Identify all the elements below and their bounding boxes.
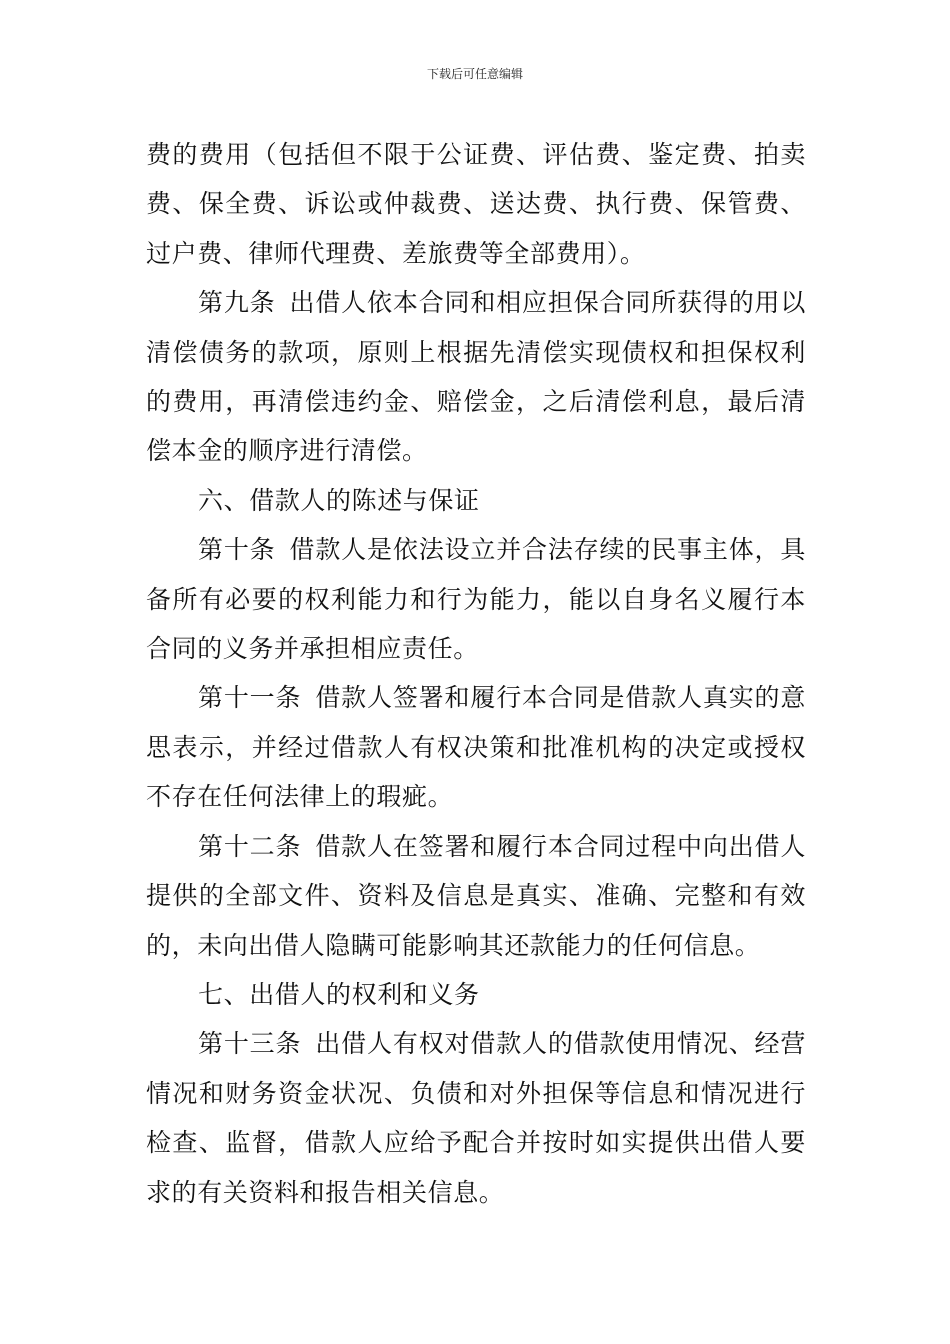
article-text: 出借人依本合同和相应担保合同所获得的用以清偿债务的款项，原则上根据先清偿实现债权和担保权利的费用，再清偿违约金、赔偿金，之后清偿利息，最后清偿本金的顺序进行清偿。 [146,288,806,466]
document-body [146,130,806,1217]
article-label: 第十二条 [198,831,302,861]
paragraph-text: 费的费用（包括但不限于公证费、评估费、鉴定费、拍卖费、保全费、诉讼或仲裁费、送达费、执行费、保管费、过户费、律师代理费、差旅费等全部费用）。 [146,140,806,268]
article-label: 第十一条 [198,683,302,713]
article-text: 借款人在签署和履行本合同过程中向出借人提供的全部文件、资料及信息是真实、准确、完整和有效的，未向出借人隐瞒可能影响其还款能力的任何信息。 [146,831,806,960]
article-label: 第十条 [198,535,276,565]
article-13 [146,1019,806,1217]
article-text: 借款人签署和履行本合同是借款人真实的意思表示，并经过借款人有权决策和批准机构的决定或授权不存在任何法律上的瑕疵。 [146,683,806,812]
paragraph-continuation [146,130,806,278]
section-heading-text: 六、借款人的陈述与保证 [198,485,480,515]
section-heading-text: 七、出借人的权利和义务 [198,979,480,1009]
section-heading-6 [146,476,806,525]
article-label: 第十三条 [198,1029,302,1059]
section-heading-7 [146,970,806,1019]
article-11 [146,673,806,821]
article-10 [146,525,806,673]
article-text: 借款人是依法设立并合法存续的民事主体，具备所有必要的权利能力和行为能力，能以自身名义履行本合同的义务并承担相应责任。 [146,535,806,664]
article-9 [146,278,806,476]
article-12 [146,822,806,970]
page-header-note: 下载后可任意编辑 [426,67,523,81]
article-text: 出借人有权对借款人的借款使用情况、经营情况和财务资金状况、负债和对外担保等信息和情况进行检查、监督，借款人应给予配合并按时如实提供出借人要求的有关资料和报告相关信息。 [146,1029,806,1207]
article-label: 第九条 [198,288,276,318]
